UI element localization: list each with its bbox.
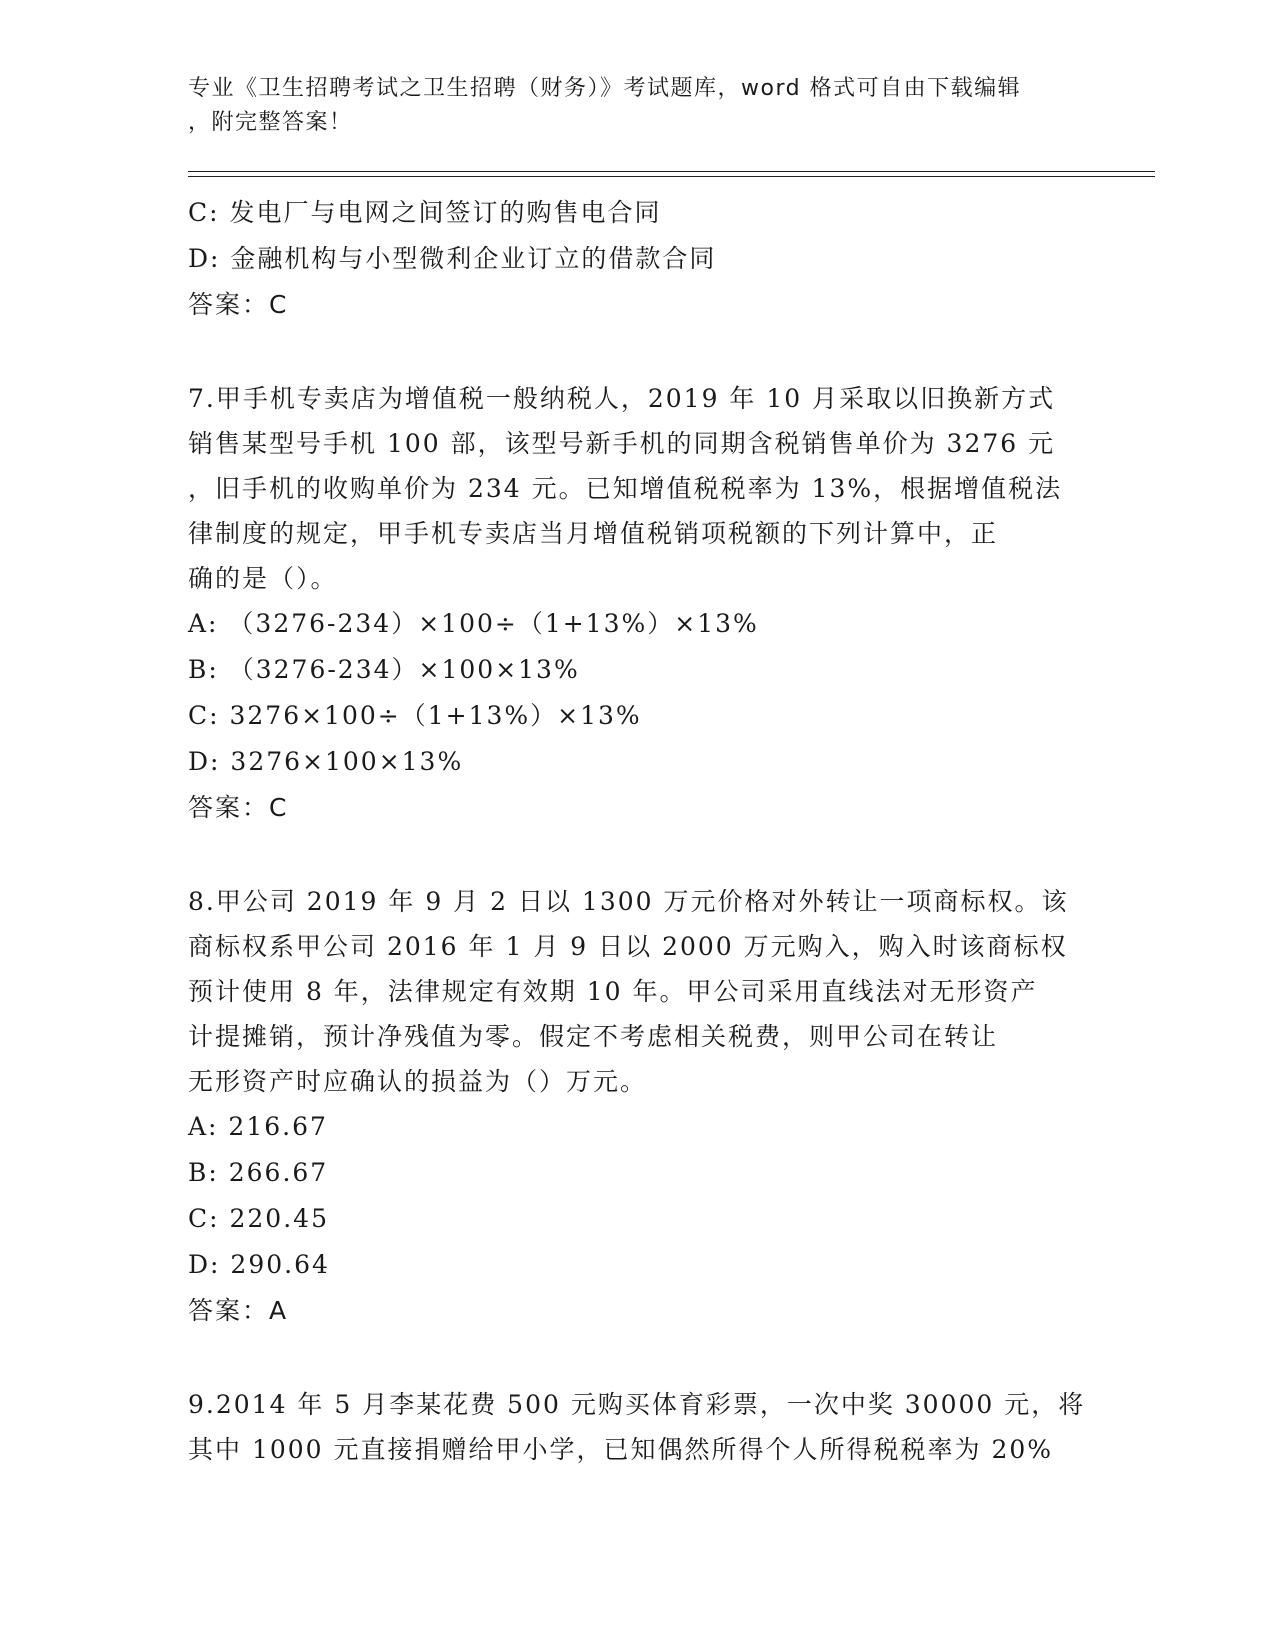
question-text-line: 无形资产时应确认的损益为（）万元。 bbox=[188, 1067, 648, 1096]
spacer bbox=[188, 1334, 1088, 1380]
option-b: B: （3276-234）×100×13% bbox=[188, 655, 580, 684]
option-d: D: 金融机构与小型微利企业订立的借款合同 bbox=[188, 244, 717, 273]
question-text-line: 确的是（）。 bbox=[188, 564, 338, 593]
question-7 bbox=[188, 376, 1088, 831]
question-text-line: 预计使用 8 年，法律规定有效期 10 年。甲公司采用直线法对无形资产 bbox=[188, 977, 1038, 1006]
question-9 bbox=[188, 1382, 1088, 1472]
header-line-1: 专业《卫生招聘考试之卫生招聘（财务）》考试题库，word 格式可自由下载编辑 bbox=[188, 76, 1022, 101]
question-8 bbox=[188, 879, 1088, 1334]
option-b: B: 266.67 bbox=[188, 1158, 329, 1187]
question-text-line: 8.甲公司 2019 年 9 月 2 日以 1300 万元价格对外转让一项商标权。该 bbox=[188, 887, 1069, 916]
option-a: A: （3276-234）×100÷（1+13%）×13% bbox=[188, 609, 759, 638]
option-c: C: 发电厂与电网之间签订的购售电合同 bbox=[188, 198, 662, 227]
header-divider-bottom bbox=[188, 176, 1155, 177]
spacer bbox=[188, 831, 1088, 877]
question-text-line: 计提摊销，预计净残值为零。假定不考虑相关税费，则甲公司在转让 bbox=[188, 1022, 999, 1051]
option-d: D: 290.64 bbox=[188, 1250, 330, 1279]
answer: 答案：C bbox=[188, 793, 289, 822]
option-d: D: 3276×100×13% bbox=[188, 747, 464, 776]
header-line-2: ，附完整答案！ bbox=[188, 110, 353, 135]
header-divider-top bbox=[188, 171, 1155, 172]
answer: 答案：A bbox=[188, 1296, 289, 1325]
question-text-line: 9.2014 年 5 月李某花费 500 元购买体育彩票，一次中奖 30000 元，将 bbox=[188, 1390, 1086, 1419]
spacer bbox=[188, 328, 1088, 374]
option-c: C: 3276×100÷（1+13%）×13% bbox=[188, 701, 642, 730]
document-header bbox=[188, 72, 1088, 140]
question-text-line: ，旧手机的收购单价为 234 元。已知增值税税率为 13%，根据增值税法 bbox=[188, 474, 1063, 503]
question-text-line: 其中 1000 元直接捐赠给甲小学，已知偶然所得个人所得税税率为 20% bbox=[188, 1435, 1054, 1464]
answer: 答案：C bbox=[188, 290, 289, 319]
prev-question bbox=[188, 190, 1088, 328]
question-text-line: 律制度的规定，甲手机专卖店当月增值税销项税额的下列计算中，正 bbox=[188, 519, 999, 548]
question-text-line: 商标权系甲公司 2016 年 1 月 9 日以 2000 万元购入，购入时该商标权 bbox=[188, 932, 1068, 961]
question-text-line: 7.甲手机专卖店为增值税一般纳税人，2019 年 10 月采取以旧换新方式 bbox=[188, 384, 1056, 413]
question-text-line: 销售某型号手机 100 部，该型号新手机的同期含税销售单价为 3276 元 bbox=[188, 429, 1056, 458]
option-a: A: 216.67 bbox=[188, 1112, 328, 1141]
option-c: C: 220.45 bbox=[188, 1204, 329, 1233]
document-body bbox=[188, 190, 1088, 1472]
